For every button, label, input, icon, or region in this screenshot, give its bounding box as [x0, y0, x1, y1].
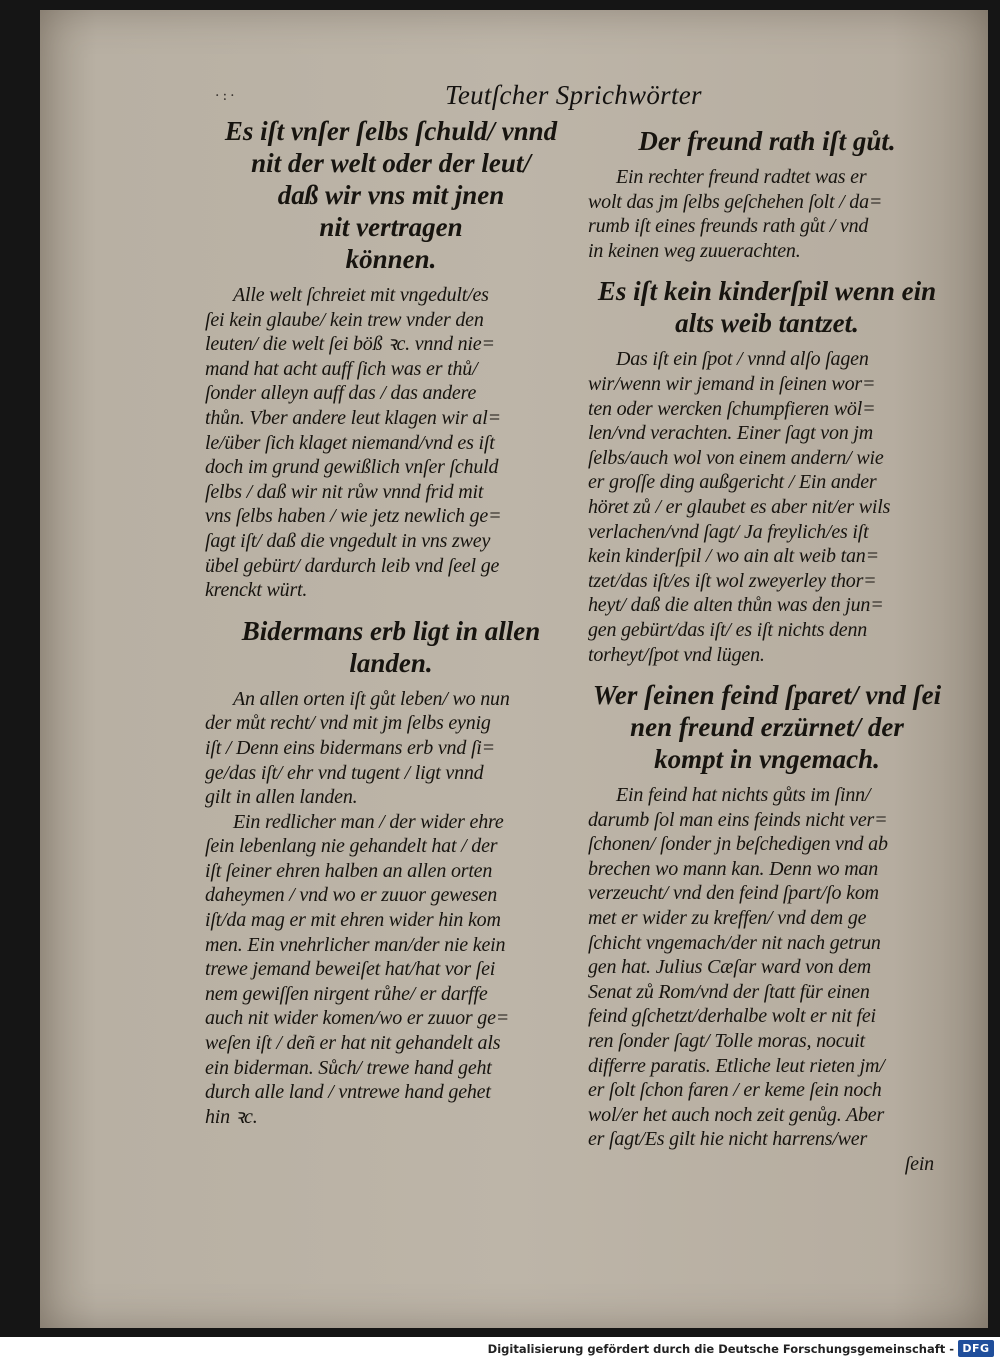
text-line: höret zů / er glaubet es aber nit/er wils — [588, 495, 891, 518]
text-line: weſen iſt / deñ er hat nit gehandelt als — [205, 1032, 501, 1055]
text-line: gen gebürt/das iſt/ es iſt nichts denn — [588, 618, 868, 641]
text-line: ſelbs/auch wol von einem andern/ wie — [588, 446, 884, 469]
text-line: ſagt iſt/ daß die vngedult in vns zwey — [205, 529, 491, 552]
text-line: trewe jemand beweiſet hat/hat vor ſei — [205, 958, 496, 981]
text-line: thůn. Vber andere leut klagen wir al= — [205, 406, 501, 429]
text-line: der můt recht/ vnd mit jm ſelbs eynig — [205, 712, 491, 735]
text-line: ten oder wercken ſchumpfieren wöl= — [588, 397, 876, 420]
paragraph — [205, 810, 577, 1130]
text-line: wol/er het auch noch zeit genůg. Aber — [588, 1103, 885, 1126]
text-line: Senat zů Rom/vnd der ſtatt für einen — [588, 980, 870, 1003]
text-line: gilt in allen landen. — [205, 786, 358, 809]
text-line: An allen orten iſt gůt leben/ wo nun — [233, 687, 510, 710]
text-line: ſelbs / daß wir nit růw vnnd frid mit — [205, 480, 484, 503]
paragraph — [588, 783, 946, 1152]
funding-notice: Digitalisierung gefördert durch die Deutsche Forschungsgemeinschaft - — [487, 1342, 954, 1356]
text-line: heyt/ daß die alten thůn was den jun= — [588, 594, 884, 617]
section-gap — [588, 667, 946, 679]
heading-line: Der freund rath iſt gůt. — [638, 126, 896, 156]
catchword: ſein — [904, 1153, 934, 1175]
heading-line: nen freund erzürnet/ der — [630, 712, 904, 743]
text-line: leuten/ die welt ſei böß ꝛc. vnnd nie= — [205, 333, 495, 356]
heading-line: landen. — [349, 647, 433, 678]
text-line: rumb iſt eines freunds rath gůt / vnd — [588, 215, 869, 238]
heading-line: daß wir vns mit jnen — [277, 180, 505, 210]
text-line: er groſſe ding außgericht / Ein ander — [588, 471, 877, 494]
text-line: ſonder alleyn auff das / das andere — [205, 382, 477, 405]
text-line: feind gſchetzt/derhalbe wolt er nit fei — [588, 1005, 876, 1028]
section-heading — [205, 115, 577, 275]
section-gap — [588, 263, 946, 275]
paragraph — [588, 165, 946, 263]
text-line: kein kinderſpil / wo ain alt weib tan= — [588, 545, 879, 568]
text-line: tzet/das iſt/es iſt wol zweyerley thor= — [588, 569, 877, 592]
text-line: men. Ein vnehrlicher man/der nie kein — [205, 933, 506, 956]
text-line: mand hat acht auff ſich was er thů/ — [205, 357, 478, 380]
text-line: Ein feind hat nichts gůts im ſinn/ — [616, 784, 871, 807]
text-line: verlachen/vnd ſagt/ Ja freylich/es iſt — [588, 520, 869, 543]
heading-line: kompt in vngemach. — [654, 744, 880, 775]
text-line: ſei kein glaube/ kein trew vnder den — [205, 308, 484, 331]
text-line: brechen wo mann kan. Denn wo man — [588, 857, 879, 880]
text-line: iſt ſeiner ehren halben an allen orten — [205, 859, 493, 882]
text-line: ſchicht vngemach/der nit nach getrun — [588, 931, 881, 954]
heading-line: nit der welt oder der leut/ — [251, 148, 531, 178]
heading-line: Es iſt kein kinderſpil wenn ein — [597, 276, 937, 307]
text-line: len/vnd verachten. Einer ſagt von jm — [588, 422, 873, 445]
text-line: nem gewiſſen nirgent růhe/ er darffe — [205, 982, 488, 1005]
section-heading — [588, 275, 946, 339]
dfg-logo-icon: DFG — [958, 1340, 994, 1357]
text-line: ſchonen/ ſonder jn beſchedigen vnd ab — [588, 833, 888, 856]
text-line: differre paratis. Etliche leut rieten jm/ — [588, 1054, 885, 1077]
footer-bar — [0, 1337, 1000, 1361]
text-line: Ein redlicher man / der wider ehre — [233, 810, 504, 833]
text-line: hin ꝛc. — [205, 1105, 258, 1128]
text-line: wir/wenn wir jemand in ſeinen wor= — [588, 372, 876, 395]
text-line: Ein rechter freund radtet was er — [616, 166, 867, 188]
text-line: auch nit wider komen/wo er zuuor ge= — [205, 1007, 510, 1030]
heading-line: Es iſt vnſer ſelbs ſchuld/ vnnd — [224, 116, 558, 146]
paragraph — [205, 283, 577, 603]
text-line: ſein lebenlang nie gehandelt hat / der — [205, 835, 498, 858]
heading-line: können. — [345, 244, 437, 274]
paragraph — [588, 347, 946, 667]
heading-line: alts weib tantzet. — [675, 308, 859, 339]
text-line: met er wider zu kreffen/ vnd dem ge — [588, 907, 867, 930]
text-line: torheyt/ſpot vnd lügen. — [588, 643, 765, 666]
right-column — [588, 125, 946, 1177]
text-line: ein biderman. Sůch/ trewe hand geht — [205, 1056, 492, 1079]
text-line: verzeucht/ vnd den feind ſpart/ſo kom — [588, 882, 879, 905]
text-line: ren ſonder ſagt/ Tolle moras, nocuit — [588, 1030, 865, 1053]
paragraph — [205, 687, 577, 810]
text-line: gen hat. Julius Cæſar ward von dem — [588, 956, 872, 979]
text-line: er ſolt ſchon faren / er keme ſein noch — [588, 1079, 882, 1102]
text-line: wolt das jm ſelbs geſchehen ſolt / da= — [588, 190, 883, 213]
folio-mark: ·:· — [215, 88, 238, 104]
section-heading — [588, 679, 946, 775]
text-line: daheymen / vnd wo er zuuor gewesen — [205, 884, 498, 907]
text-line: übel gebürt/ dardurch leib vnd ſeel ge — [205, 554, 500, 577]
section-gap — [205, 603, 577, 615]
left-column — [205, 115, 577, 1129]
text-line: le/über ſich klaget niemand/vnd es iſt — [205, 431, 495, 454]
heading-line: Wer ſeinen feind ſparet/ vnd ſei — [592, 680, 942, 711]
text-line: in keinen weg zuuerachten. — [588, 239, 801, 262]
section-heading — [205, 615, 577, 679]
text-line: er ſagt/Es gilt hie nicht harrens/wer — [588, 1128, 868, 1151]
text-line: vns ſelbs haben / wie jetz newlich ge= — [205, 505, 502, 528]
text-line: darumb ſol man eins feinds nicht ver= — [588, 808, 888, 831]
text-line: iſt / Denn eins bidermans erb vnd ſi= — [205, 736, 495, 759]
heading-line: Bidermans erb ligt in allen — [241, 615, 541, 646]
text-line: durch alle land / vntrewe hand gehet — [205, 1081, 491, 1104]
text-line: doch im grund gewißlich vnſer ſchuld — [205, 456, 499, 479]
text-line: iſt/da mag er mit ehren wider hin kom — [205, 909, 501, 932]
section-heading — [588, 125, 946, 157]
text-line: ge/das iſt/ ehr vnd tugent / ligt vnnd — [205, 761, 484, 784]
text-line: Alle welt ſchreiet mit vngedult/es — [233, 284, 489, 306]
text-line: krenckt würt. — [205, 579, 308, 602]
text-line: Das iſt ein ſpot / vnnd alſo ſagen — [616, 348, 869, 371]
running-head: Teutſcher Sprichwörter — [445, 80, 702, 110]
heading-line: nit vertragen — [319, 212, 463, 242]
